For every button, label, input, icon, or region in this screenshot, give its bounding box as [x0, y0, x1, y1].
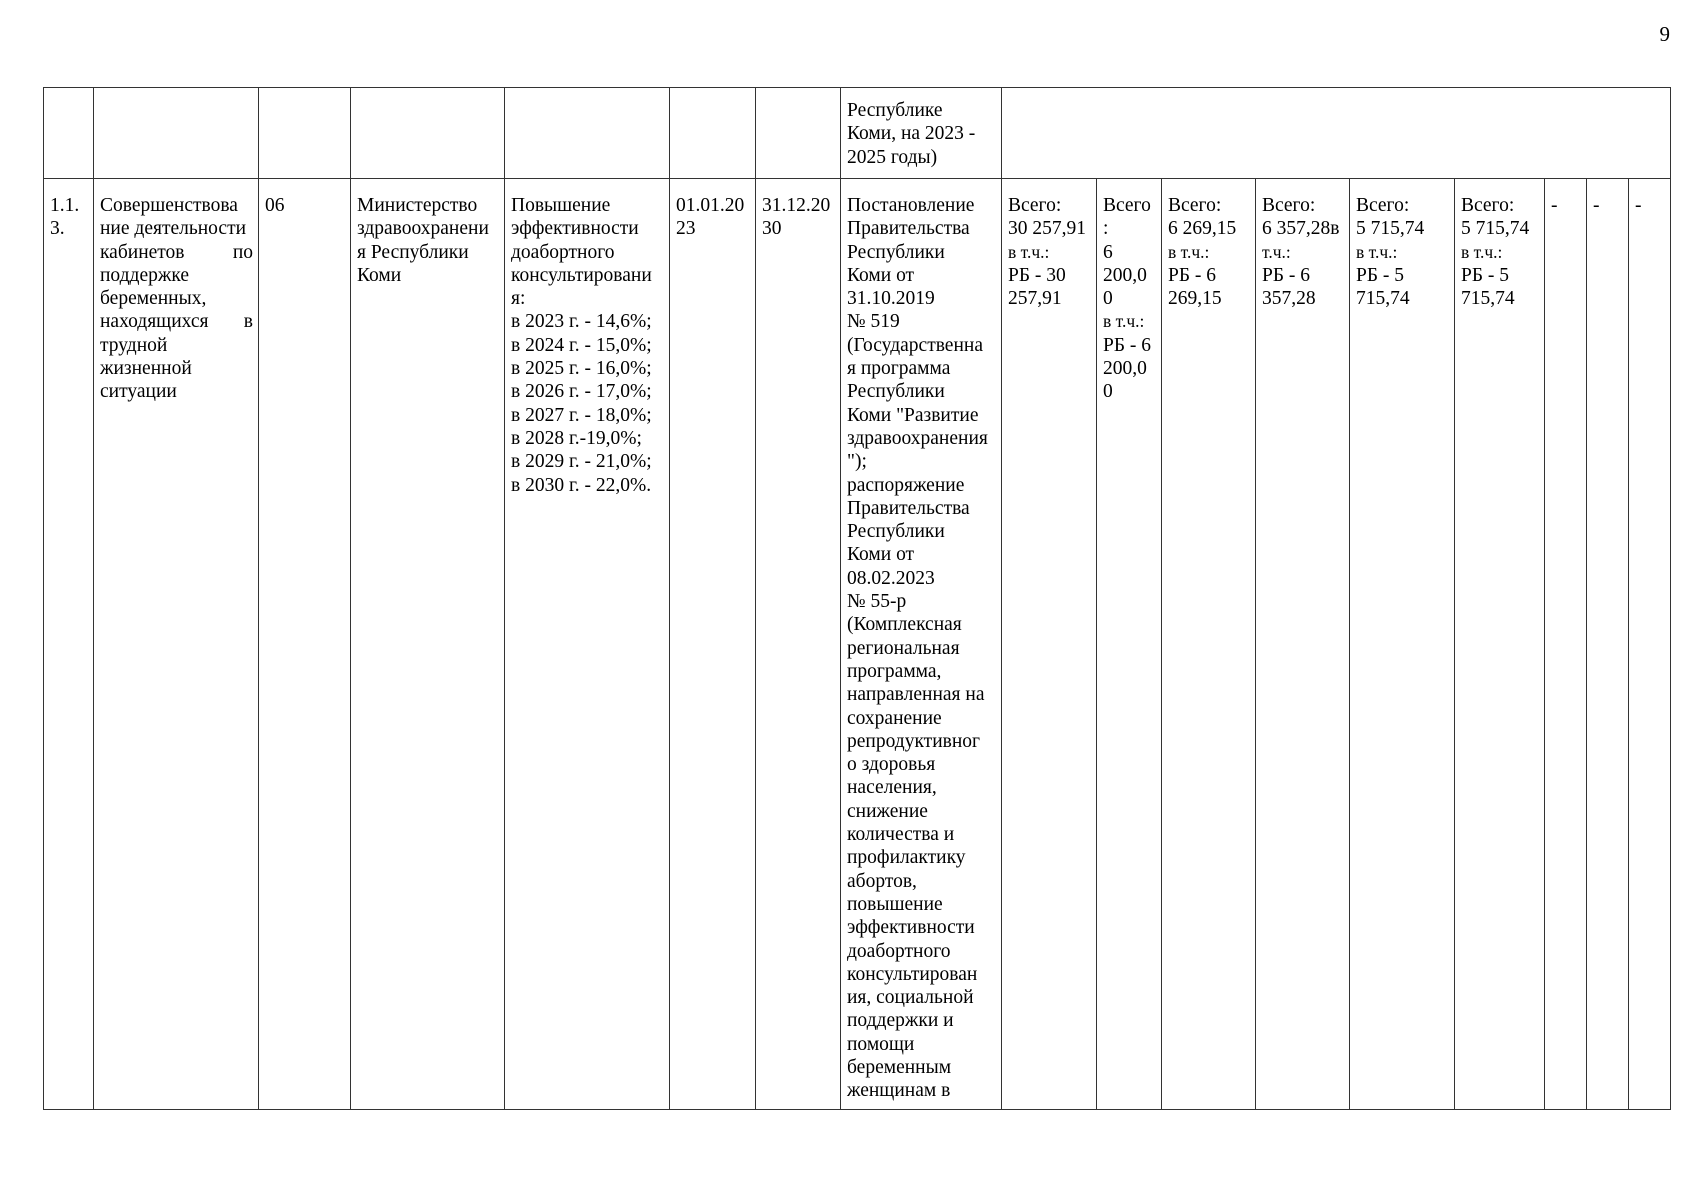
executor-cell: [351, 179, 505, 1110]
cell-line: Постановление: [847, 195, 975, 216]
cell-line: 6 269,15: [1168, 218, 1237, 240]
dash-text: -: [1551, 195, 1558, 216]
cell-line: поддержки и: [847, 1010, 954, 1032]
cell-line: беременным: [847, 1056, 952, 1078]
finance-2026-cell: [1350, 179, 1455, 1110]
cell-line: РБ - 6: [1168, 264, 1217, 286]
cell-line: 5 715,74: [1461, 218, 1530, 240]
cell-line: 23: [676, 218, 696, 240]
cell-line: Республики: [847, 521, 945, 543]
dash-cell: [1545, 179, 1587, 1110]
cell-line: в 2027 г. - 18,0%;: [511, 404, 652, 426]
cell-word: находящихся: [100, 311, 209, 333]
cell-line: в 2028 г.-19,0%;: [511, 427, 642, 449]
cell-line: повышение: [847, 893, 943, 915]
document-cell: [841, 179, 1002, 1110]
cell-line: в 2025 г. - 16,0%;: [511, 358, 652, 380]
cell-line: Всего:: [1168, 195, 1222, 216]
cell-line: [100, 334, 253, 357]
cell-line: количества и: [847, 824, 955, 846]
empty-cell: [351, 88, 505, 179]
cell-line: 31.10.2019: [847, 288, 935, 310]
cell-line: снижение: [847, 800, 928, 822]
cell-line: в 2024 г. - 15,0%;: [511, 334, 652, 356]
cell-word: ситуации: [100, 381, 177, 403]
cell-word: Совершенствова: [100, 195, 238, 216]
measures-table: [43, 87, 1671, 1110]
cell-line: РБ - 6: [1103, 334, 1152, 356]
cell-line: профилактику: [847, 847, 966, 869]
cell-line: 200,0: [1103, 264, 1147, 286]
cell-line: ия, социальной: [847, 987, 974, 1009]
cell-line: Республике: [847, 100, 943, 121]
cell-line: Правительства: [847, 218, 970, 240]
cell-line: [100, 287, 253, 310]
cell-line: 0: [1103, 381, 1113, 403]
cell-line: здравоохранения: [847, 427, 988, 449]
start-date-cell: [670, 179, 756, 1110]
cell-line: [100, 310, 253, 333]
cell-line: в т.ч.:: [1168, 241, 1210, 262]
cell-line: Республики: [847, 381, 945, 403]
cell-line: (Государственна: [847, 334, 983, 356]
cell-word: в: [243, 311, 253, 333]
cell-line: 257,91: [1008, 288, 1062, 310]
cell-word: трудной: [100, 334, 168, 356]
cell-line: 715,74: [1356, 288, 1410, 310]
code-text: 06: [265, 195, 285, 216]
code-cell: [259, 179, 351, 1110]
dash-text: -: [1635, 195, 1642, 216]
cell-word: по: [232, 241, 253, 263]
cell-line: Коми от: [847, 544, 915, 566]
cell-line: Всего:: [1356, 195, 1410, 216]
dash-cell: [1629, 179, 1671, 1110]
cell-line: :: [1103, 218, 1109, 240]
end-date-cell: [756, 179, 841, 1110]
cell-word: ние деятельности: [100, 218, 247, 240]
finance-2023-cell: [1097, 179, 1162, 1110]
table-row: [44, 179, 1671, 1110]
cell-line: Всего:: [1262, 195, 1316, 216]
cell-line: Всего:: [1008, 195, 1062, 216]
cell-line: ");: [847, 451, 867, 473]
cell-line: доабортного: [847, 940, 951, 962]
cell-line: региональная: [847, 637, 960, 659]
empty-cell: [670, 88, 756, 179]
cell-line: 715,74: [1461, 288, 1515, 310]
cell-line: 200,0: [1103, 358, 1147, 380]
dash-cell: [1587, 179, 1629, 1110]
cell-line: Коми, на 2023 -: [847, 123, 976, 145]
row-number-cell: [44, 179, 94, 1110]
cell-line: репродуктивног: [847, 730, 981, 752]
cell-line: 30: [762, 218, 782, 240]
cell-line: Правительства: [847, 497, 970, 519]
cell-line: Повышение: [511, 195, 611, 216]
empty-cell: [94, 88, 259, 179]
cell-line: доабортного: [511, 241, 615, 263]
cell-line: Коми от: [847, 264, 915, 286]
cell-line: в т.ч.:: [1356, 241, 1398, 262]
measure-name-cell: [94, 179, 259, 1110]
cell-line: [100, 194, 253, 217]
cell-word: жизненной: [100, 358, 192, 380]
empty-cell: [44, 88, 94, 179]
finance-2027-cell: [1455, 179, 1545, 1110]
cell-line: в т.ч.:: [1461, 241, 1503, 262]
cell-line: Министерство: [357, 195, 478, 216]
cell-line: населения,: [847, 777, 937, 799]
cell-line: Республики: [847, 241, 945, 263]
cell-line: РБ - 5: [1461, 264, 1510, 286]
cell-line: [100, 241, 253, 264]
cell-line: я программа: [847, 358, 951, 380]
cell-line: 1.1.: [50, 195, 80, 216]
cell-word: кабинетов: [100, 241, 185, 263]
cell-line: в 2023 г. - 14,6%;: [511, 311, 652, 333]
finance-2024-cell: [1162, 179, 1256, 1110]
cell-line: РБ - 30: [1008, 264, 1066, 286]
cell-line: 6 357,28в: [1262, 218, 1340, 240]
cell-line: 31.12.20: [762, 195, 831, 216]
cell-line: (Комплексная: [847, 614, 962, 636]
cell-line: № 55-р: [847, 591, 907, 613]
cell-line: в т.ч.:: [1008, 241, 1050, 262]
cell-line: № 519: [847, 311, 900, 333]
empty-cell: [756, 88, 841, 179]
cell-line: 6: [1103, 241, 1113, 263]
cell-line: 01.01.20: [676, 195, 745, 216]
continued-document-cell: [841, 88, 1002, 179]
cell-line: [100, 380, 253, 403]
finance-2025-cell: [1256, 179, 1350, 1110]
cell-line: эффективности: [511, 218, 639, 240]
cell-line: женщинам в: [847, 1080, 951, 1102]
cell-line: т.ч.:: [1262, 241, 1291, 262]
cell-word: беременных,: [100, 288, 207, 310]
cell-line: здравоохранени: [357, 218, 489, 240]
cell-line: РБ - 5: [1356, 264, 1405, 286]
finance-total-cell: [1002, 179, 1097, 1110]
cell-line: консультирован: [847, 963, 978, 985]
cell-line: я Республики: [357, 241, 469, 263]
cell-line: абортов,: [847, 870, 917, 892]
cell-line: сохранение: [847, 707, 942, 729]
cell-line: Коми: [357, 264, 402, 286]
cell-line: эффективности: [847, 917, 975, 939]
cell-line: направленная на: [847, 684, 985, 706]
cell-line: распоряжение: [847, 474, 965, 496]
cell-line: о здоровья: [847, 754, 936, 776]
cell-line: в т.ч.:: [1103, 311, 1145, 332]
empty-cell: [505, 88, 670, 179]
cell-line: консультировани: [511, 264, 652, 286]
cell-line: 30 257,91: [1008, 218, 1086, 240]
cell-line: [100, 357, 253, 380]
cell-line: 5 715,74: [1356, 218, 1425, 240]
cell-line: я:: [511, 288, 526, 310]
cell-line: Всего: [1103, 195, 1151, 216]
cell-line: 08.02.2023: [847, 567, 935, 589]
dash-text: -: [1593, 195, 1600, 216]
cell-line: в 2030 г. - 22,0%.: [511, 474, 652, 496]
cell-line: Всего:: [1461, 195, 1515, 216]
cell-line: [100, 217, 253, 240]
cell-line: 269,15: [1168, 288, 1222, 310]
empty-cell: [259, 88, 351, 179]
page-number: 9: [1659, 22, 1670, 46]
cell-line: программа,: [847, 660, 942, 682]
cell-line: в 2029 г. - 21,0%;: [511, 451, 652, 473]
continued-row: [44, 88, 1671, 179]
result-cell: [505, 179, 670, 1110]
cell-line: 2025 годы): [847, 146, 938, 168]
cell-line: в 2026 г. - 17,0%;: [511, 381, 652, 403]
cell-line: РБ - 6: [1262, 264, 1311, 286]
cell-line: помощи: [847, 1033, 915, 1055]
cell-line: Коми "Развитие: [847, 404, 979, 426]
cell-line: 3.: [50, 218, 65, 240]
cell-line: [100, 264, 253, 287]
empty-cell: [1002, 88, 1671, 179]
cell-word: поддержке: [100, 264, 189, 286]
cell-line: 0: [1103, 288, 1113, 310]
cell-line: 357,28: [1262, 288, 1316, 310]
